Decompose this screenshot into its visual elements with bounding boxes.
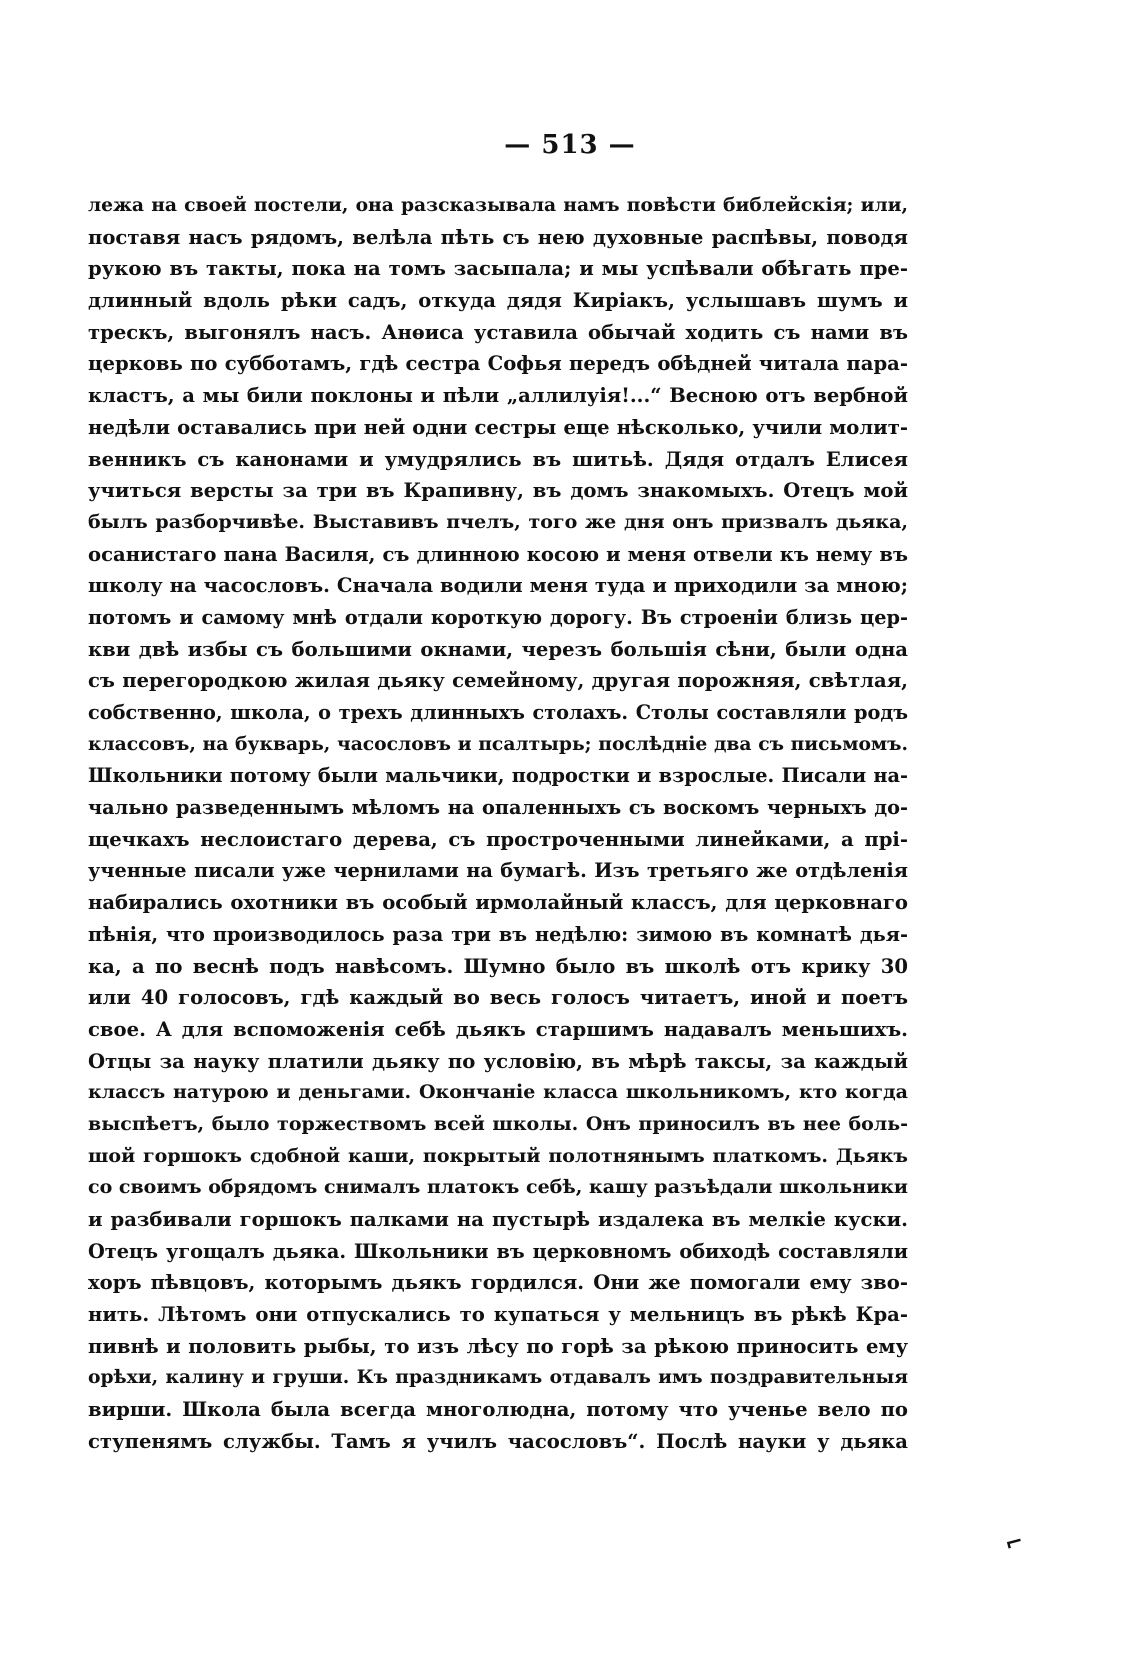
text-line: нить. Лѣтомъ они отпускались то купаться у мельницъ въ рѣкѣ Кра- [88, 1303, 908, 1327]
text-line: классовъ, на букварь, часословъ и псалтырь; послѣдніе два съ письмомъ. [88, 732, 908, 755]
margin-mark: ⌐ [1001, 1528, 1027, 1558]
text-line: Школьники потому были мальчики, подростки и взрослые. Писали на- [88, 764, 908, 788]
text-line: школу на часословъ. Сначала водили меня туда и приходили за мною; [88, 574, 908, 598]
text-line: лежа на своей постели, она разсказывала намъ повѣсти библейскія; или, [88, 194, 908, 216]
text-line: трескъ, выгонялъ насъ. Анѳиса уставила обычай ходить съ нами въ [88, 320, 908, 344]
text-line: чально разведеннымъ мѣломъ на опаленныхъ съ воскомъ черныхъ до- [88, 796, 908, 820]
text-line: и разбивали горшокъ палками на пустырѣ издалека въ мелкіе куски. [88, 1208, 908, 1231]
text-line: пѣнія, что производилось раза три въ недѣлю: зимою въ комнатѣ дья- [88, 922, 908, 946]
text-line: щечкахъ неслоистаго дерева, съ простроченными линейками, а прі- [88, 827, 908, 851]
text-line: церковь по субботамъ, гдѣ сестра Софья передъ обѣдней читала пара- [88, 352, 908, 376]
text-line: кластъ, а мы били поклоны и пѣли „аллилуія!...“ Весною отъ вербной [88, 384, 908, 408]
page-number: — 513 — [504, 130, 636, 160]
text-line: Отецъ угощалъ дьяка. Школьники въ церковномъ обиходѣ составляли [88, 1239, 908, 1263]
text-line: набирались охотники въ особый ирмолайный классъ, для церковнаго [88, 891, 908, 915]
text-line: венникъ съ канонами и умудрялись въ шитьѣ. Дядя отдалъ Елисея [88, 447, 908, 471]
text-line: кви двѣ избы съ большими окнами, черезъ большія сѣни, были одна [88, 637, 908, 661]
text-line: выспѣетъ, было торжествомъ всей школы. Онъ приносилъ въ нее боль- [88, 1112, 908, 1135]
text-line: собственно, школа, о трехъ длинныхъ столахъ. Столы составляли родъ [88, 701, 908, 724]
text-line: съ перегородкою жилая дьяку семейному, другая порожняя, свѣтлая, [88, 669, 908, 693]
text-line: хоръ пѣвцовъ, которымъ дьякъ гордился. Они же помогали ему зво- [88, 1271, 908, 1295]
text-line: или 40 голосовъ, гдѣ каждый во весь голосъ читаетъ, иной и поетъ [88, 986, 908, 1010]
text-line: учиться версты за три въ Крапивну, въ домъ знакомыхъ. Отецъ мой [88, 479, 908, 503]
text-line: былъ разборчивѣе. Выставивъ пчелъ, того же дня онъ призвалъ дьяка, [88, 510, 908, 533]
text-line: осанистаго пана Василя, съ длинною косою и меня отвели къ нему въ [88, 542, 908, 566]
text-line: шой горшокъ сдобной каши, покрытый полотнянымъ платкомъ. Дьякъ [88, 1144, 908, 1167]
text-line: вирши. Школа была всегда многолюдна, потому что ученье вело по [88, 1398, 908, 1422]
text-line: ступенямъ службы. Тамъ я училъ часословъ“. Послѣ науки у дьяка [88, 1429, 908, 1453]
text-line: рукою въ такты, пока на томъ засыпала; и мы успѣвали обѣгать пре- [88, 257, 908, 281]
text-line: Отцы за науку платили дьяку по условію, въ мѣрѣ таксы, за каждый [88, 1049, 908, 1073]
text-line: ученные писали уже чернилами на бумагѣ. Изъ третьяго же отдѣленія [88, 859, 908, 883]
text-line: потомъ и самому мнѣ отдали короткую дорогу. Въ строеніи близь цер- [88, 605, 908, 629]
text-line: пивнѣ и половить рыбы, то изъ лѣсу по горѣ за рѣкою приносить ему [88, 1334, 908, 1358]
text-line: со своимъ обрядомъ снималъ платокъ себѣ, кашу разъѣдали школьники [88, 1176, 908, 1199]
text-line: свое. А для вспоможенія себѣ дьякъ старшимъ надавалъ меньшихъ. [88, 1017, 908, 1041]
body-text [88, 190, 908, 1458]
text-line: длинный вдоль рѣки садъ, откуда дядя Киріакъ, услышавъ шумъ и [88, 289, 908, 313]
text-line: ка, а по веснѣ подъ навѣсомъ. Шумно было въ школѣ отъ крику 30 [88, 954, 908, 978]
text-line: орѣхи, калину и груши. Къ праздникамъ отдавалъ имъ поздравительныя [88, 1366, 908, 1389]
text-line: классъ натурою и деньгами. Окончаніе класса школьникомъ, кто когда [88, 1081, 908, 1104]
text-line: поставя насъ рядомъ, велѣла пѣть съ нею духовные распѣвы, поводя [88, 225, 908, 249]
text-line: недѣли оставались при ней одни сестры еще нѣсколько, учили молит- [88, 415, 908, 439]
